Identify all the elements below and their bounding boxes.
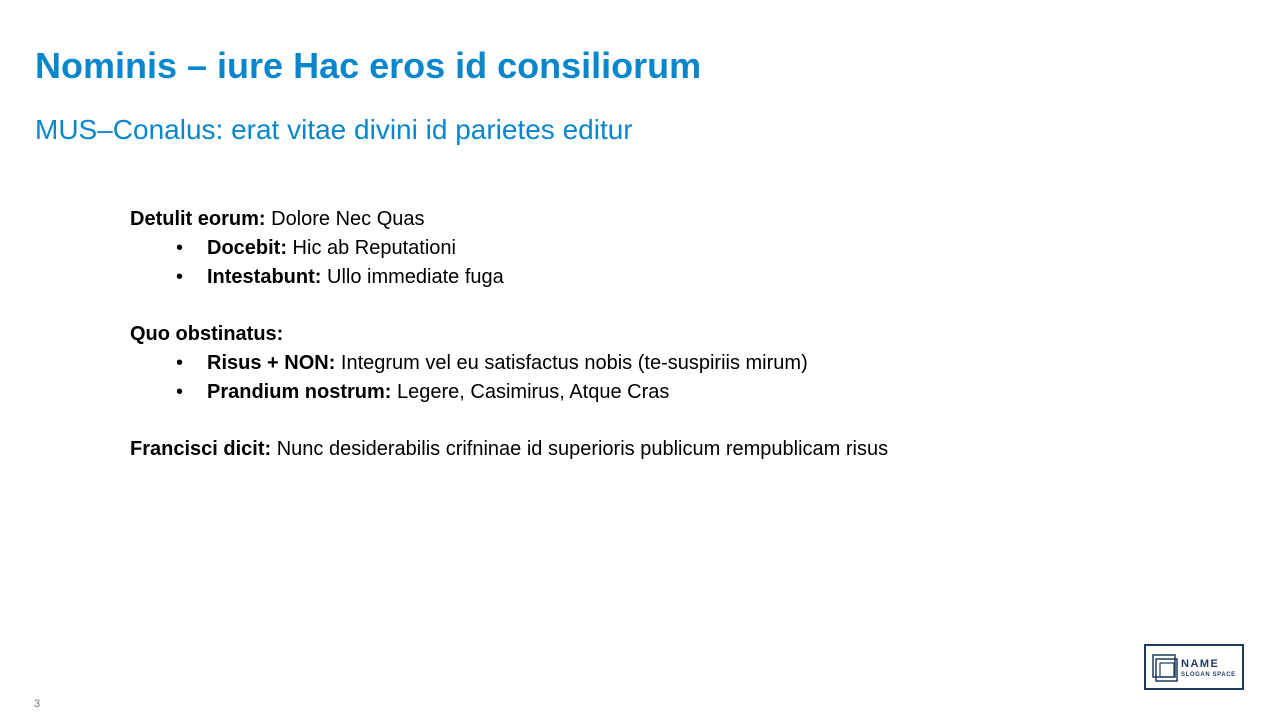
bullet-icon: • <box>176 237 184 259</box>
section-text: Dolore Nec Quas <box>265 208 425 230</box>
bullet-text: Integrum vel eu satisfactus nobis (te-suspiriis mirum) <box>335 352 808 374</box>
bullet-icon: • <box>176 352 184 374</box>
spacer <box>130 407 1130 435</box>
slide-subtitle: MUS–Conalus: erat vitae divini id parietes editur <box>35 114 633 145</box>
slide-title: Nominis – iure Hac eros id consiliorum <box>35 45 702 86</box>
section-label: Quo obstinatus: <box>130 323 284 345</box>
bullet-icon: • <box>176 266 184 288</box>
spacer <box>130 292 1130 320</box>
section-heading <box>130 205 1130 234</box>
bullet-item <box>130 378 1130 407</box>
bullet-text: Hic ab Reputationi <box>287 237 456 259</box>
page-number: 3 <box>34 698 41 710</box>
slide-body <box>130 205 1130 464</box>
bullet-text: Legere, Casimirus, Atque Cras <box>391 381 670 403</box>
bullet-item <box>130 234 1130 263</box>
section-heading <box>130 320 1130 349</box>
logo-name: NAME <box>1181 658 1220 670</box>
bullet-label: Prandium nostrum: <box>207 381 392 403</box>
section-label: Francisci dicit: <box>130 438 272 460</box>
bullet-item <box>130 349 1130 378</box>
company-logo <box>1144 644 1244 690</box>
bullet-label: Intestabunt: <box>207 266 322 288</box>
bullet-item <box>130 263 1130 292</box>
bullet-label: Docebit: <box>207 237 287 259</box>
bullet-text: Ullo immediate fuga <box>321 266 504 288</box>
logo-slogan: SLOGAN SPACE <box>1181 672 1236 678</box>
section-heading <box>130 435 1130 464</box>
nested-squares-icon <box>1152 654 1178 682</box>
bullet-icon: • <box>176 381 184 403</box>
section-text: Nunc desiderabilis crifninae id superioris publicum rempublicam risus <box>271 438 889 460</box>
section-label: Detulit eorum: <box>130 208 266 230</box>
bullet-label: Risus + NON: <box>207 352 336 374</box>
